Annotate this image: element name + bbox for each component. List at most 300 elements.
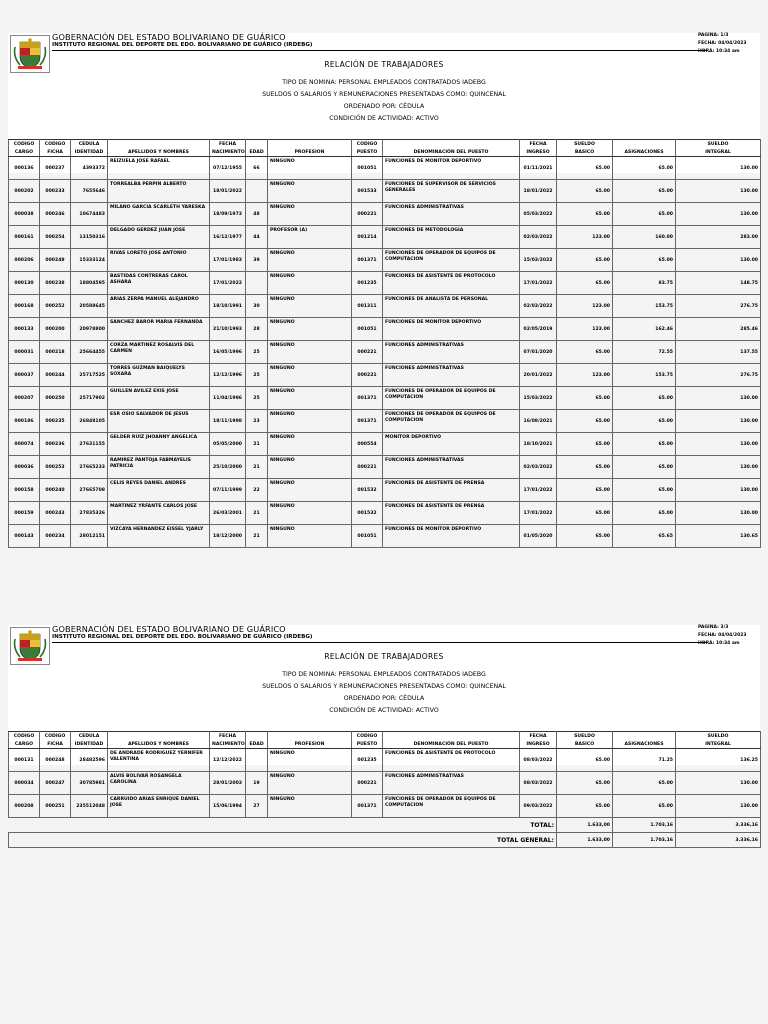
cedula: 25664455 [71, 341, 108, 364]
hire-date: 18/10/2021 [520, 433, 557, 456]
birth-date: 26/03/2001 [210, 502, 246, 525]
position-name: FUNCIONES DE METODOLOGIA [383, 226, 520, 249]
column-header: CEDULA [71, 732, 108, 741]
hire-date: 02/03/2022 [520, 295, 557, 318]
profession: NINGUNO [268, 772, 352, 795]
age: 39 [246, 249, 268, 272]
position-code: 001371 [352, 410, 383, 433]
cedula: 27665708 [71, 479, 108, 502]
activity-condition: CONDICIÓN DE ACTIVIDAD: ACTIVO [329, 115, 439, 122]
age [246, 272, 268, 295]
column-header: CARGO [9, 148, 40, 157]
allowances: 65.00 [613, 180, 676, 203]
position-code: 001311 [352, 295, 383, 318]
full-name: REIZUELA JOSE RAFAEL [108, 157, 210, 180]
full-name: DELGADO GERDEZ JUAN JOSE [108, 226, 210, 249]
base-salary: 65.00 [557, 341, 613, 364]
column-header: CEDULA [71, 140, 108, 149]
cargo-code: 000130 [9, 272, 40, 295]
report-page-2 [8, 624, 760, 844]
cargo-code: 000158 [9, 479, 40, 502]
position-code: 000221 [352, 456, 383, 479]
allowances: 65.65 [613, 525, 676, 548]
cedula: 27835326 [71, 502, 108, 525]
column-header: EDAD [246, 148, 268, 157]
hire-date: 08/03/2022 [520, 772, 557, 795]
allowances: 65.00 [613, 433, 676, 456]
allowances: 71.25 [613, 749, 676, 772]
column-header [246, 140, 268, 149]
column-header: BASICO [557, 148, 613, 157]
column-header: INTEGRAL [676, 740, 761, 749]
grand-total-row [9, 833, 761, 848]
total-salary: 130.00 [676, 180, 761, 203]
cargo-code: 000036 [9, 456, 40, 479]
position-name: FUNCIONES DE OPERADOR DE EQUIPOS DE COMPUTACION [383, 795, 520, 818]
column-header: ASIGNACIONES [613, 148, 676, 157]
report-title: RELACIÓN DE TRABAJADORES [324, 652, 444, 661]
full-name: GUILLEN AVILEZ EXIS JOSE [108, 387, 210, 410]
column-header [108, 140, 210, 149]
total-base-salary: 1.633,00 [557, 818, 613, 833]
age: 25 [246, 364, 268, 387]
hire-date: 15/03/2022 [520, 249, 557, 272]
column-header: FECHA [210, 732, 246, 741]
total-salary: 130.00 [676, 772, 761, 795]
cargo-code: 000207 [9, 387, 40, 410]
position-name: FUNCIONES DE OPERADOR DE EQUIPOS DE COMPUTACION [383, 249, 520, 272]
workers-table [8, 731, 761, 848]
position-code: 000221 [352, 364, 383, 387]
hire-date: 15/03/2022 [520, 387, 557, 410]
table-row [9, 226, 761, 249]
position-name: FUNCIONES DE MONITOR DEPORTIVO [383, 157, 520, 180]
cargo-code: 000031 [9, 341, 40, 364]
position-code: 001371 [352, 249, 383, 272]
table-row [9, 410, 761, 433]
hire-date: 20/01/2022 [520, 364, 557, 387]
cedula: 15333124 [71, 249, 108, 272]
column-header [268, 140, 352, 149]
allowances: 72.55 [613, 341, 676, 364]
ficha-code: 000233 [40, 180, 71, 203]
report-date: FECHA: 04/04/2023 [698, 41, 747, 46]
table-row [9, 272, 761, 295]
report-title: RELACIÓN DE TRABAJADORES [324, 60, 444, 69]
allowances: 65.00 [613, 387, 676, 410]
birth-date: 16/05/1996 [210, 341, 246, 364]
hire-date: 01/11/2021 [520, 157, 557, 180]
table-header-row [9, 732, 761, 741]
position-code: 001051 [352, 318, 383, 341]
allowances: 65.00 [613, 502, 676, 525]
table-row [9, 433, 761, 456]
profession: NINGUNO [268, 387, 352, 410]
position-code: 000554 [352, 433, 383, 456]
birth-date: 18/01/2022 [210, 180, 246, 203]
full-name: GELDER RUIZ JHOANNY ANGELICA [108, 433, 210, 456]
age [246, 180, 268, 203]
allowances: 65.00 [613, 410, 676, 433]
cedula: 27665233 [71, 456, 108, 479]
cedula: 4393372 [71, 157, 108, 180]
total-salary: 136.25 [676, 749, 761, 772]
table-row [9, 157, 761, 180]
column-header: DENOMINACIÓN DEL PUESTO [383, 148, 520, 157]
position-name: FUNCIONES DE OPERADOR DE EQUIPOS DE COMPUTACION [383, 410, 520, 433]
workers-table [8, 139, 761, 548]
birth-date: 18/10/1991 [210, 295, 246, 318]
allowances: 65.00 [613, 456, 676, 479]
profession: PROFESOR (A) [268, 226, 352, 249]
cedula: 25717525 [71, 364, 108, 387]
base-salary: 65.00 [557, 772, 613, 795]
grand-total-base-salary: 1.633,00 [557, 833, 613, 848]
profession: NINGUNO [268, 272, 352, 295]
birth-date: 25/10/2000 [210, 456, 246, 479]
full-name: VIZCAYA HERNANDEZ EISSEL YJARLY [108, 525, 210, 548]
position-code: 001532 [352, 479, 383, 502]
base-salary: 65.00 [557, 749, 613, 772]
allowances: 153.75 [613, 295, 676, 318]
profession: NINGUNO [268, 502, 352, 525]
salary-frequency: SUELDOS O SALARIOS Y REMUNERACIONES PRESENTADAS COMO: QUINCENAL [262, 91, 506, 98]
base-salary: 65.00 [557, 157, 613, 180]
cargo-code: 000168 [9, 295, 40, 318]
birth-date: 17/01/2022 [210, 272, 246, 295]
profession: NINGUNO [268, 203, 352, 226]
page-number: PAGINA: 1/3 [698, 33, 729, 38]
total-allowances: 1.703,16 [613, 818, 676, 833]
cargo-code: 000202 [9, 180, 40, 203]
birth-date: 15/06/1994 [210, 795, 246, 818]
age: 21 [246, 433, 268, 456]
position-name: FUNCIONES ADMINISTRATIVAS [383, 364, 520, 387]
allowances: 153.75 [613, 364, 676, 387]
ficha-code: 000247 [40, 772, 71, 795]
total-salary: 130.00 [676, 410, 761, 433]
ficha-code: 000243 [40, 502, 71, 525]
column-header: CODIGO [40, 140, 71, 149]
hire-date: 01/05/2020 [520, 525, 557, 548]
column-header: CODIGO [9, 140, 40, 149]
ficha-code: 000244 [40, 364, 71, 387]
report-meta [698, 624, 754, 648]
total-salary: 130.00 [676, 387, 761, 410]
ficha-code: 000240 [40, 479, 71, 502]
hire-date: 02/03/2022 [520, 456, 557, 479]
page-number: PAGINA: 3/3 [698, 625, 729, 630]
hire-date: 07/01/2020 [520, 341, 557, 364]
hire-date: 18/01/2022 [520, 180, 557, 203]
hire-date: 02/03/2022 [520, 226, 557, 249]
base-salary: 65.00 [557, 203, 613, 226]
position-code: 001051 [352, 157, 383, 180]
total-salary: 130.00 [676, 203, 761, 226]
org-name: GOBERNACIÓN DEL ESTADO BOLIVARIANO DE GUÁRICO [52, 32, 286, 42]
column-header: PROFESION [268, 148, 352, 157]
allowances: 65.00 [613, 479, 676, 502]
header-divider [52, 642, 707, 643]
column-header: DENOMINACIÓN DEL PUESTO [383, 740, 520, 749]
total-salary: 130.00 [676, 456, 761, 479]
age: 28 [246, 318, 268, 341]
birth-date: 17/01/1983 [210, 249, 246, 272]
allowances: 160.00 [613, 226, 676, 249]
cedula: 20588645 [71, 295, 108, 318]
column-header: CODIGO [352, 732, 383, 741]
activity-condition: CONDICIÓN DE ACTIVIDAD: ACTIVO [329, 707, 439, 714]
total-salary: 130.00 [676, 433, 761, 456]
age: 19 [246, 772, 268, 795]
cedula: 28482596 [71, 749, 108, 772]
age [246, 749, 268, 772]
column-header: INTEGRAL [676, 148, 761, 157]
age: 21 [246, 456, 268, 479]
position-name: FUNCIONES DE MONITOR DEPORTIVO [383, 318, 520, 341]
allowances: 162.46 [613, 318, 676, 341]
table-row [9, 502, 761, 525]
birth-date: 12/12/1996 [210, 364, 246, 387]
payroll-type: TIPO DE NOMINA: PERSONAL EMPLEADOS CONTRATADOS IADEBG [282, 671, 486, 678]
base-salary: 123.00 [557, 364, 613, 387]
cargo-code: 000136 [9, 157, 40, 180]
column-header: SUELDO [676, 732, 761, 741]
position-code: 001371 [352, 387, 383, 410]
position-name: FUNCIONES DE SUPERVISOR DE SERVICIOS GENERALES [383, 180, 520, 203]
column-header: INGRESO [520, 148, 557, 157]
grand-total-allowances: 1.703,16 [613, 833, 676, 848]
age: 21 [246, 502, 268, 525]
column-header: FECHA [210, 140, 246, 149]
position-code: 000221 [352, 203, 383, 226]
base-salary: 65.00 [557, 410, 613, 433]
org-name: GOBERNACIÓN DEL ESTADO BOLIVARIANO DE GUÁRICO [52, 624, 286, 634]
birth-date: 18/11/1998 [210, 410, 246, 433]
age: 21 [246, 525, 268, 548]
cargo-code: 000037 [9, 364, 40, 387]
hire-date: 08/03/2022 [520, 749, 557, 772]
ficha-code: 000250 [40, 387, 71, 410]
total-label: TOTAL: [530, 821, 554, 829]
column-header: EDAD [246, 740, 268, 749]
ficha-code: 000236 [40, 433, 71, 456]
position-code: 001051 [352, 525, 383, 548]
column-header: SUELDO [557, 140, 613, 149]
total-salary: 130.00 [676, 795, 761, 818]
column-header: INGRESO [520, 740, 557, 749]
salary-frequency: SUELDOS O SALARIOS Y REMUNERACIONES PRESENTADAS COMO: QUINCENAL [262, 683, 506, 690]
age: 66 [246, 157, 268, 180]
full-name: CARRUIDO ARIAS ENRIQUE DANIEL JOSE [108, 795, 210, 818]
cedula: 20978800 [71, 318, 108, 341]
cedula: 7655646 [71, 180, 108, 203]
column-header: SUELDO [676, 140, 761, 149]
column-header [268, 732, 352, 741]
table-row [9, 479, 761, 502]
column-header: APELLIDOS Y NOMBRES [108, 740, 210, 749]
full-name: RIVAS LORETO JOSE ANTONIO [108, 249, 210, 272]
full-name: CELIS REYES DANIEL ANDRES [108, 479, 210, 502]
base-salary: 65.00 [557, 502, 613, 525]
table-header-row [9, 740, 761, 749]
profession: NINGUNO [268, 795, 352, 818]
position-name: FUNCIONES DE ASISTENTE DE PRENSA [383, 479, 520, 502]
position-name: FUNCIONES DE ASISTENTE DE PRENSA [383, 502, 520, 525]
birth-date: 12/12/2022 [210, 749, 246, 772]
ficha-code: 000249 [40, 249, 71, 272]
grand-total-label: TOTAL GENERAL: [9, 833, 557, 848]
total-salary: 130.00 [676, 249, 761, 272]
payroll-type: TIPO DE NOMINA: PERSONAL EMPLEADOS CONTRATADOS IADEBG [282, 79, 486, 86]
full-name: SANCHEZ BAROR MARIA FERNANDA [108, 318, 210, 341]
table-row [9, 749, 761, 772]
position-code: 001371 [352, 795, 383, 818]
institute-name: INSTITUTO REGIONAL DEL DEPORTE DEL EDO. BOLIVARIANO DE GUÁRICO (IRDEBG) [52, 42, 313, 48]
report-page-1 [8, 32, 760, 539]
full-name: DE ANDRADE RODRIGUEZ YERNIFER VALENTINA [108, 749, 210, 772]
hire-date: 17/01/2022 [520, 272, 557, 295]
position-name: FUNCIONES DE MONITOR DEPORTIVO [383, 525, 520, 548]
profession: NINGUNO [268, 410, 352, 433]
position-code: 001235 [352, 272, 383, 295]
cargo-code: 000034 [9, 772, 40, 795]
allowances: 65.00 [613, 249, 676, 272]
position-code: 001235 [352, 749, 383, 772]
column-header [246, 732, 268, 741]
total-salary: 276.75 [676, 364, 761, 387]
report-date: FECHA: 04/04/2023 [698, 633, 747, 638]
position-code: 001214 [352, 226, 383, 249]
column-header: CODIGO [352, 140, 383, 149]
column-header: FECHA [520, 140, 557, 149]
column-header: FICHA [40, 148, 71, 157]
grand-total-integral: 3.336,16 [676, 833, 761, 848]
column-header [108, 732, 210, 741]
full-name: BASTIDAS CONTRERAS CAROL ASHARA [108, 272, 210, 295]
table-row [9, 295, 761, 318]
profession: NINGUNO [268, 318, 352, 341]
age: 22 [246, 479, 268, 502]
allowances: 83.75 [613, 272, 676, 295]
column-header [613, 732, 676, 741]
base-salary: 65.00 [557, 456, 613, 479]
cargo-code: 000143 [9, 525, 40, 548]
ficha-code: 000238 [40, 272, 71, 295]
ficha-code: 000200 [40, 318, 71, 341]
hire-date: 17/01/2022 [520, 502, 557, 525]
position-name: FUNCIONES ADMINISTRATIVAS [383, 772, 520, 795]
base-salary: 65.00 [557, 180, 613, 203]
position-code: 000221 [352, 341, 383, 364]
position-name: FUNCIONES DE ANALISTA DE PERSONAL [383, 295, 520, 318]
hire-date: 17/01/2022 [520, 479, 557, 502]
birth-date: 18/09/1973 [210, 203, 246, 226]
base-salary: 65.00 [557, 387, 613, 410]
total-salary: 130.00 [676, 479, 761, 502]
table-row [9, 387, 761, 410]
cargo-code: 000131 [9, 749, 40, 772]
age: 23 [246, 410, 268, 433]
table-row [9, 772, 761, 795]
column-header: PUESTO [352, 740, 383, 749]
table-row [9, 203, 761, 226]
full-name: ALVIS BOLIVAR ROSANGELA CAROLINA [108, 772, 210, 795]
profession: NINGUNO [268, 433, 352, 456]
total-salary: 130.00 [676, 157, 761, 180]
cedula: 235512048 [71, 795, 108, 818]
full-name: MILANO GARCIA SCARLETH YARESKA [108, 203, 210, 226]
cedula: 30785981 [71, 772, 108, 795]
age: 48 [246, 203, 268, 226]
base-salary: 65.00 [557, 272, 613, 295]
position-code: 001532 [352, 502, 383, 525]
cargo-code: 000186 [9, 410, 40, 433]
allowances: 65.00 [613, 203, 676, 226]
ficha-code: 000237 [40, 157, 71, 180]
position-name: MONITOR DEPORTIVO [383, 433, 520, 456]
column-header: BASICO [557, 740, 613, 749]
ficha-code: 000234 [40, 525, 71, 548]
position-name: FUNCIONES DE OPERADOR DE EQUIPOS DE COMPUTACION [383, 387, 520, 410]
table-row [9, 456, 761, 479]
birth-date: 28/01/2003 [210, 772, 246, 795]
ficha-code: 000235 [40, 410, 71, 433]
column-header: IDENTIDAD [71, 148, 108, 157]
column-header [383, 732, 520, 741]
profession: NINGUNO [268, 456, 352, 479]
ficha-code: 000251 [40, 795, 71, 818]
hire-date: 16/08/2021 [520, 410, 557, 433]
birth-date: 07/12/1955 [210, 157, 246, 180]
total-salary: 148.75 [676, 272, 761, 295]
column-header: FICHA [40, 740, 71, 749]
total-integral: 3.336,16 [676, 818, 761, 833]
total-row [9, 818, 761, 833]
column-header: SUELDO [557, 732, 613, 741]
birth-date: 11/04/1996 [210, 387, 246, 410]
birth-date: 21/10/1993 [210, 318, 246, 341]
table-row [9, 525, 761, 548]
ficha-code: 000246 [40, 203, 71, 226]
allowances: 65.00 [613, 157, 676, 180]
age: 25 [246, 387, 268, 410]
full-name: TORREALBA PERPIN ALBERTO [108, 180, 210, 203]
allowances: 65.00 [613, 772, 676, 795]
profession: NINGUNO [268, 364, 352, 387]
profession: NINGUNO [268, 525, 352, 548]
profession: NINGUNO [268, 749, 352, 772]
header-divider [52, 50, 707, 51]
full-name: CORZA MARTINEZ ROSALVIS DEL CARMEN [108, 341, 210, 364]
birth-date: 05/05/2000 [210, 433, 246, 456]
column-header: PROFESION [268, 740, 352, 749]
position-name: FUNCIONES DE ASISTENTE DE PROTOCOLO [383, 749, 520, 772]
base-salary: 123.00 [557, 226, 613, 249]
cedula: 27631155 [71, 433, 108, 456]
base-salary: 65.00 [557, 433, 613, 456]
birth-date: 16/12/1977 [210, 226, 246, 249]
birth-date: 07/11/1999 [210, 479, 246, 502]
cedula: 25717902 [71, 387, 108, 410]
column-header: NACIMIENTO [210, 148, 246, 157]
age: 44 [246, 226, 268, 249]
profession: NINGUNO [268, 249, 352, 272]
table-row [9, 795, 761, 818]
full-name: TORRES GUZMAN BAIQUELYS SOXARA [108, 364, 210, 387]
institute-name: INSTITUTO REGIONAL DEL DEPORTE DEL EDO. BOLIVARIANO DE GUÁRICO (IRDEBG) [52, 634, 313, 640]
report-meta [698, 32, 754, 56]
